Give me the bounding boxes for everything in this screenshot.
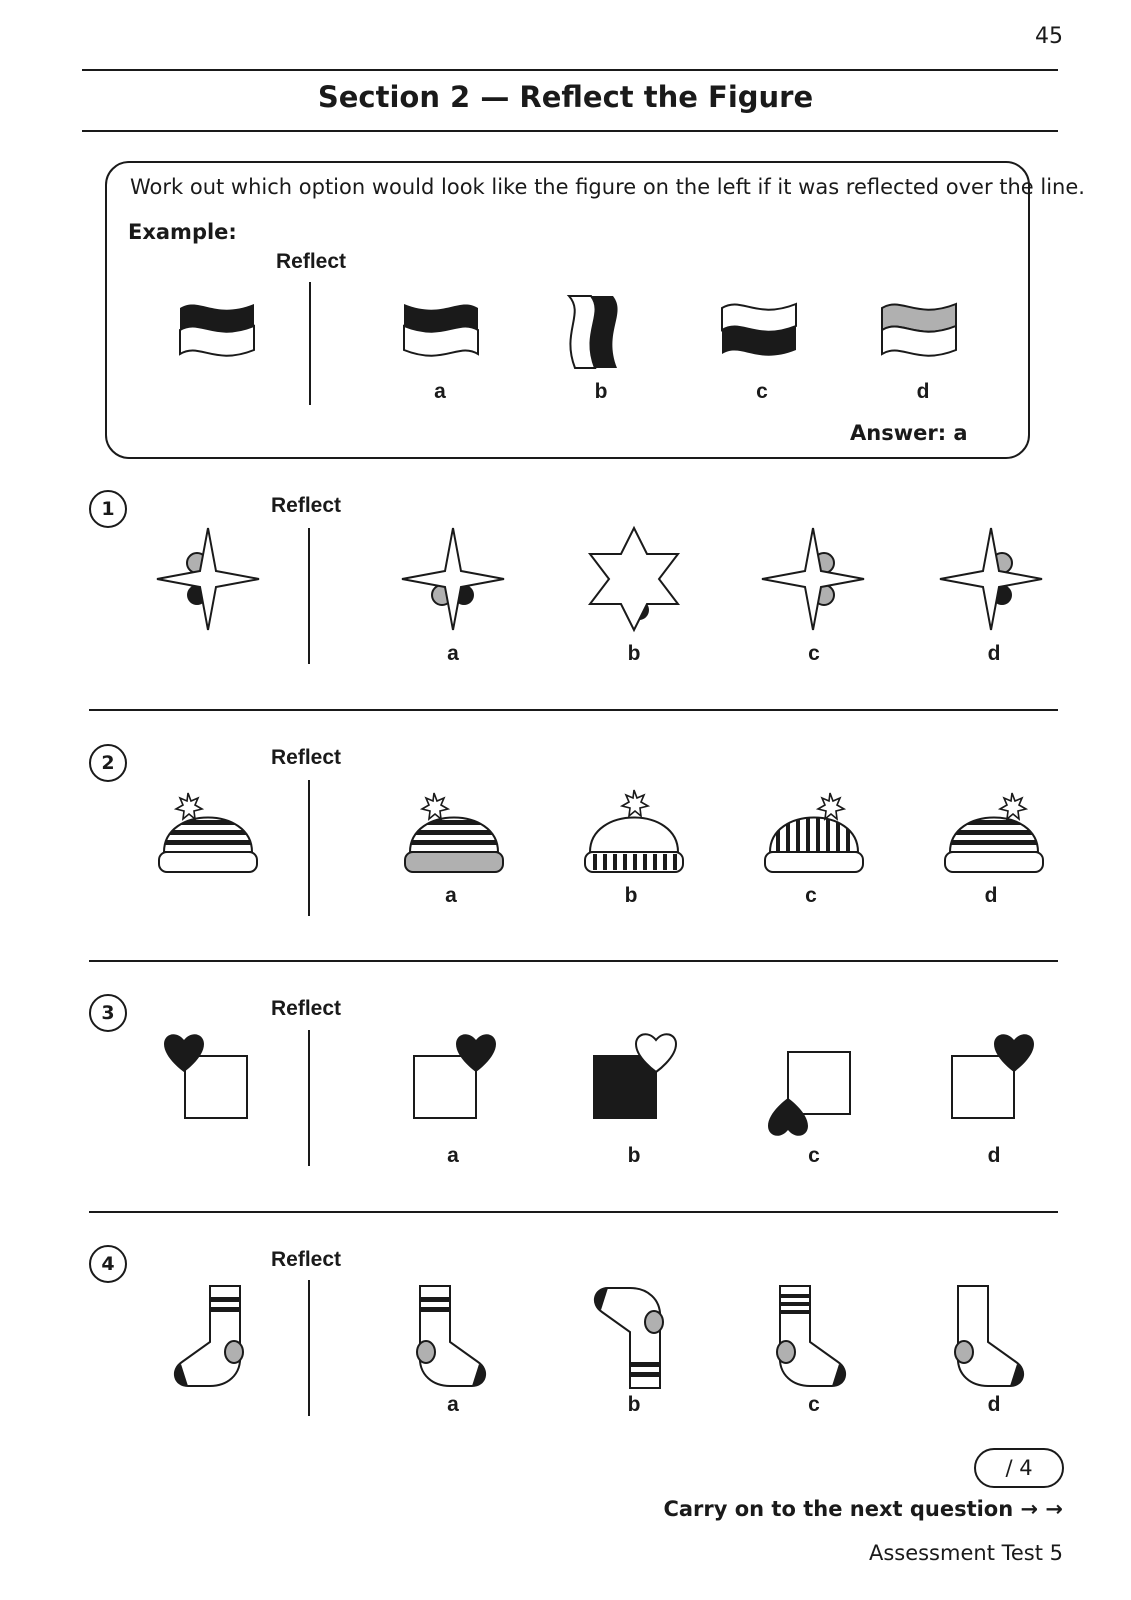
question-1-option-a-label: a xyxy=(447,642,459,665)
q1-option-d-star[interactable] xyxy=(938,526,1044,632)
question-3-reflect-label: Reflect xyxy=(271,997,342,1020)
question-2-reflect-label: Reflect xyxy=(271,746,342,769)
question-3-number: 3 xyxy=(89,994,127,1032)
header-rule-bottom xyxy=(82,130,1058,132)
q3-option-b-square-heart[interactable] xyxy=(580,1030,680,1130)
q1-option-b-star[interactable] xyxy=(584,526,684,632)
question-1-number: 1 xyxy=(89,490,127,528)
question-1-reflect-label: Reflect xyxy=(271,494,342,517)
section-title: Section 2 — Reflect the Figure xyxy=(317,80,814,114)
example-mirror-line xyxy=(309,282,311,405)
footer-test-name: Assessment Test 5 xyxy=(868,1541,1063,1565)
question-4-option-d-label: d xyxy=(987,1393,1001,1416)
question-3-option-c-label: c xyxy=(808,1144,820,1167)
q4-option-b-sock[interactable] xyxy=(590,1282,670,1392)
question-1-mirror-line xyxy=(308,528,310,664)
q4-option-d-sock[interactable] xyxy=(948,1282,1028,1392)
score-box: / 4 xyxy=(974,1448,1064,1488)
question-2-number: 2 xyxy=(89,744,127,782)
example-wave-figure xyxy=(178,298,258,366)
q4-option-c-sock[interactable] xyxy=(770,1282,850,1392)
question-4-option-b-label: b xyxy=(627,1393,641,1416)
question-3-option-d-label: d xyxy=(987,1144,1001,1167)
question-1-option-c-label: c xyxy=(808,642,820,665)
question-2-option-d-label: d xyxy=(984,884,998,907)
q4-option-a-sock[interactable] xyxy=(410,1282,490,1392)
instruction-text: Work out which option would look like the figure on the left if it was reflected over the line. xyxy=(130,175,1085,199)
example-option-b-wave[interactable] xyxy=(565,292,635,372)
q4-figure-sock xyxy=(170,1282,250,1392)
q3-option-c-square-heart[interactable] xyxy=(760,1030,860,1140)
q2-option-c-hat[interactable] xyxy=(764,790,864,875)
question-3-mirror-line xyxy=(308,1030,310,1166)
divider-1 xyxy=(89,709,1058,711)
q2-option-a-hat[interactable] xyxy=(404,790,504,875)
divider-3 xyxy=(89,1211,1058,1213)
q2-figure-hat xyxy=(158,790,258,875)
question-4-option-c-label: c xyxy=(808,1393,820,1416)
q1-option-c-star[interactable] xyxy=(760,526,866,632)
question-1-option-b-label: b xyxy=(627,642,641,665)
header-rule-top xyxy=(82,69,1058,71)
carry-on-text: Carry on to the next question → → xyxy=(663,1497,1063,1521)
example-reflect-label: Reflect xyxy=(276,250,347,273)
example-answer: Answer: a xyxy=(850,421,968,445)
question-4-mirror-line xyxy=(308,1280,310,1416)
q3-figure-square-heart xyxy=(160,1030,260,1130)
question-4-reflect-label: Reflect xyxy=(271,1248,342,1271)
question-2-option-c-label: c xyxy=(805,884,817,907)
question-1-option-d-label: d xyxy=(987,642,1001,665)
question-3-option-b-label: b xyxy=(627,1144,641,1167)
question-3-option-a-label: a xyxy=(447,1144,459,1167)
q3-option-a-square-heart[interactable] xyxy=(400,1030,500,1130)
example-option-d-wave[interactable] xyxy=(880,298,960,366)
example-option-a-wave[interactable] xyxy=(400,298,480,366)
example-label: Example: xyxy=(128,220,237,244)
example-option-b-label: b xyxy=(594,380,608,403)
page-number: 45 xyxy=(1035,24,1063,49)
example-option-c-label: c xyxy=(756,380,768,403)
question-4-number: 4 xyxy=(89,1245,127,1283)
q3-option-d-square-heart[interactable] xyxy=(938,1030,1038,1130)
question-2-mirror-line xyxy=(308,780,310,916)
q2-option-d-hat[interactable] xyxy=(944,790,1044,875)
q2-option-b-hat[interactable] xyxy=(584,790,684,875)
example-option-a-label: a xyxy=(434,380,446,403)
question-2-option-b-label: b xyxy=(624,884,638,907)
example-option-c-wave[interactable] xyxy=(720,298,800,366)
example-option-d-label: d xyxy=(916,380,930,403)
question-2-option-a-label: a xyxy=(445,884,457,907)
question-4-option-a-label: a xyxy=(447,1393,459,1416)
divider-2 xyxy=(89,960,1058,962)
q1-option-a-star[interactable] xyxy=(400,526,506,632)
q1-figure-star xyxy=(155,526,261,632)
